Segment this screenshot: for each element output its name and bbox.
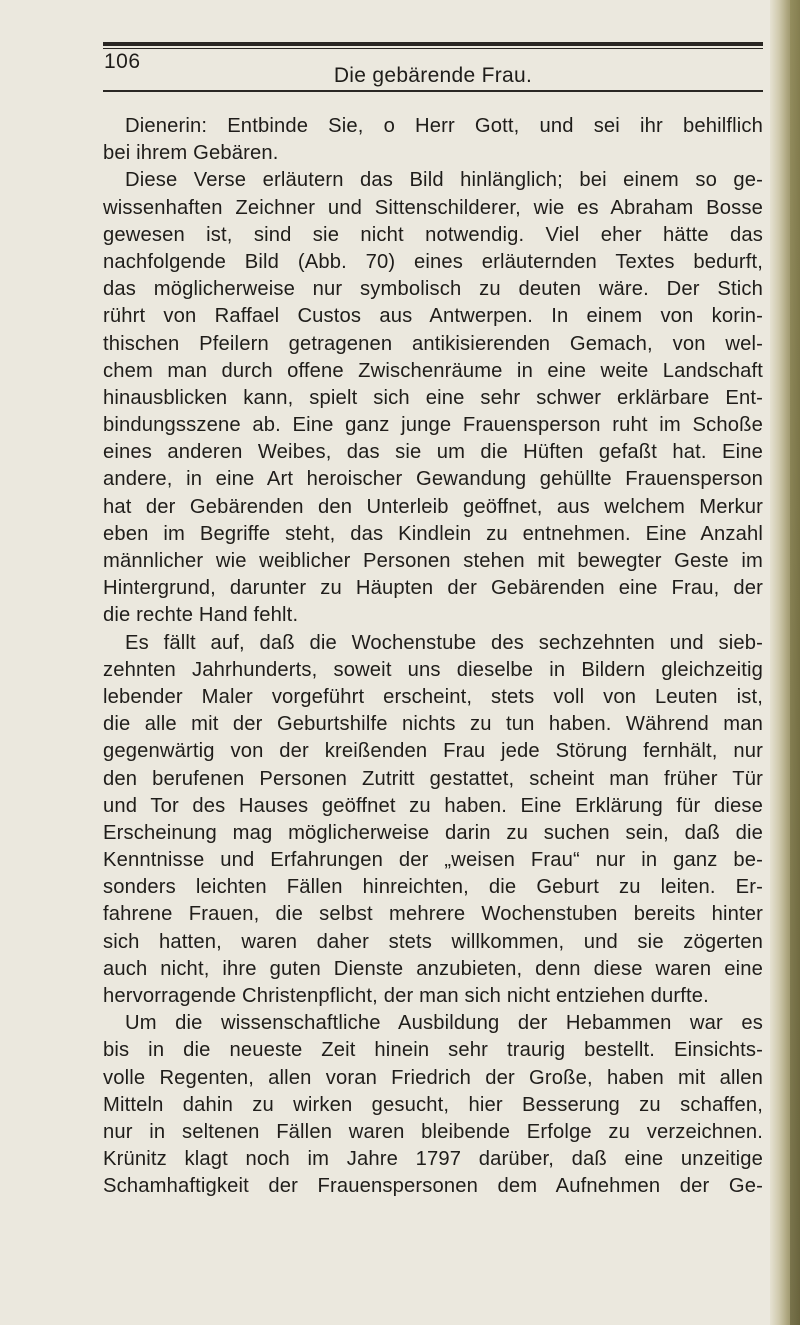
running-head: Die gebärende Frau.	[333, 64, 533, 87]
text-line: eben im Begriffe steht, das Kindlein zu entnehmen. Eine Anzahl	[103, 522, 763, 545]
page-header	[103, 42, 763, 94]
text-line: nur in seltenen Fällen waren bleibende Erfolge zu verzeichnen.	[103, 1120, 763, 1143]
body-text	[103, 113, 763, 1201]
text-line: Um die wissenschaftliche Ausbildung der Hebammen war es	[125, 1012, 763, 1035]
text-line: Hintergrund, darunter zu Häupten der Gebärenden eine Frau, der	[103, 577, 763, 600]
text-line: männlicher wie weiblicher Personen stehen mit bewegter Geste im	[103, 550, 763, 572]
text-line: Erscheinung mag möglicherweise darin zu suchen sein, daß die	[103, 821, 763, 844]
header-rule-bottom	[103, 90, 763, 92]
text-line: hinausblicken kann, spielt sich eine sehr schwer erklärbare Ent-	[103, 386, 763, 409]
text-line: bis in die neueste Zeit hinein sehr traurig bestellt. Einsichts-	[103, 1039, 763, 1062]
text-line: Dienerin: Entbinde Sie, o Herr Gott, und sei ihr behilflich	[125, 115, 763, 137]
text-line: auch nicht, ihre guten Dienste anzubieten, denn diese waren eine	[103, 957, 763, 980]
text-line: nachfolgende Bild (Abb. 70) eines erläuternden Textes bedurft,	[103, 250, 763, 273]
text-line: Diese Verse erläutern das Bild hinlänglich; bei einem so ge-	[125, 169, 763, 192]
text-line: gegenwärtig von der kreißenden Frau jede Störung fernhält, nur	[103, 740, 763, 763]
text-line: chem man durch offene Zwischenräume in eine weite Landschaft	[103, 359, 763, 382]
page-number: 106	[104, 50, 141, 73]
text-line: und Tor des Hauses geöffnet zu haben. Eine Erklärung für diese	[103, 794, 763, 817]
text-line: Kenntnisse und Erfahrungen der „weisen Frau“ nur in ganz be-	[103, 849, 763, 872]
header-rule-top	[103, 42, 763, 46]
text-line: rührt von Raffael Custos aus Antwerpen. In einem von korin-	[103, 305, 763, 328]
text-line: volle Regenten, allen voran Friedrich der Große, haben mit allen	[103, 1066, 763, 1089]
text-line: Krünitz klagt noch im Jahre 1797 darüber, daß eine unzeitige	[103, 1148, 763, 1171]
text-line: thischen Pfeilern getragenen antikisierenden Gemach, von wel-	[103, 332, 763, 355]
text-line: sonders leichten Fällen hinreichten, die Geburt zu leiten. Er-	[103, 876, 763, 899]
text-line: fahrene Frauen, die selbst mehrere Wochenstuben bereits hinter	[103, 903, 763, 926]
text-line: den berufenen Personen Zutritt gestattet, scheint man früher Tür	[103, 767, 763, 790]
text-line: zehnten Jahrhunderts, soweit uns dieselbe in Bildern gleichzeitig	[103, 658, 763, 681]
text-line: wissenhaften Zeichner und Sittenschilderer, wie es Abraham Bosse	[103, 196, 763, 219]
text-line: hervorragende Christenpflicht, der man sich nicht entziehen durfte.	[103, 985, 709, 1007]
text-line: bindungsszene ab. Eine ganz junge Frauensperson ruht im Schoße	[103, 414, 763, 437]
text-line: bei ihrem Gebären.	[103, 142, 279, 165]
text-line: die rechte Hand fehlt.	[103, 604, 299, 627]
text-line: das möglicherweise nur symbolisch zu deuten wäre. Der Stich	[103, 278, 763, 301]
text-line: Schamhaftigkeit der Frauenspersonen dem Aufnehmen der Ge-	[103, 1175, 763, 1198]
text-line: Mitteln dahin zu wirken gesucht, hier Besserung zu schaffen,	[103, 1093, 763, 1116]
text-line: die alle mit der Geburtshilfe nichts zu tun haben. Während man	[103, 713, 763, 736]
text-line: eines anderen Weibes, das sie um die Hüften gefaßt hat. Eine	[103, 441, 763, 464]
page-edge-stain	[790, 0, 800, 1325]
text-line: Es fällt auf, daß die Wochenstube des sechzehnten und sieb-	[125, 631, 763, 654]
text-line: hat der Gebärenden den Unterleib geöffnet, aus welchem Merkur	[103, 495, 763, 518]
text-line: andere, in eine Art heroischer Gewandung gehüllte Frauensperson	[103, 468, 763, 491]
text-line: sich hatten, waren daher stets willkommen, und sie zögerten	[103, 930, 763, 953]
text-line: lebender Maler vorgeführt erscheint, stets voll von Leuten ist,	[103, 685, 763, 708]
header-rule-top-thin	[103, 48, 763, 49]
text-line: gewesen ist, sind sie nicht notwendig. Viel eher hätte das	[103, 223, 763, 246]
